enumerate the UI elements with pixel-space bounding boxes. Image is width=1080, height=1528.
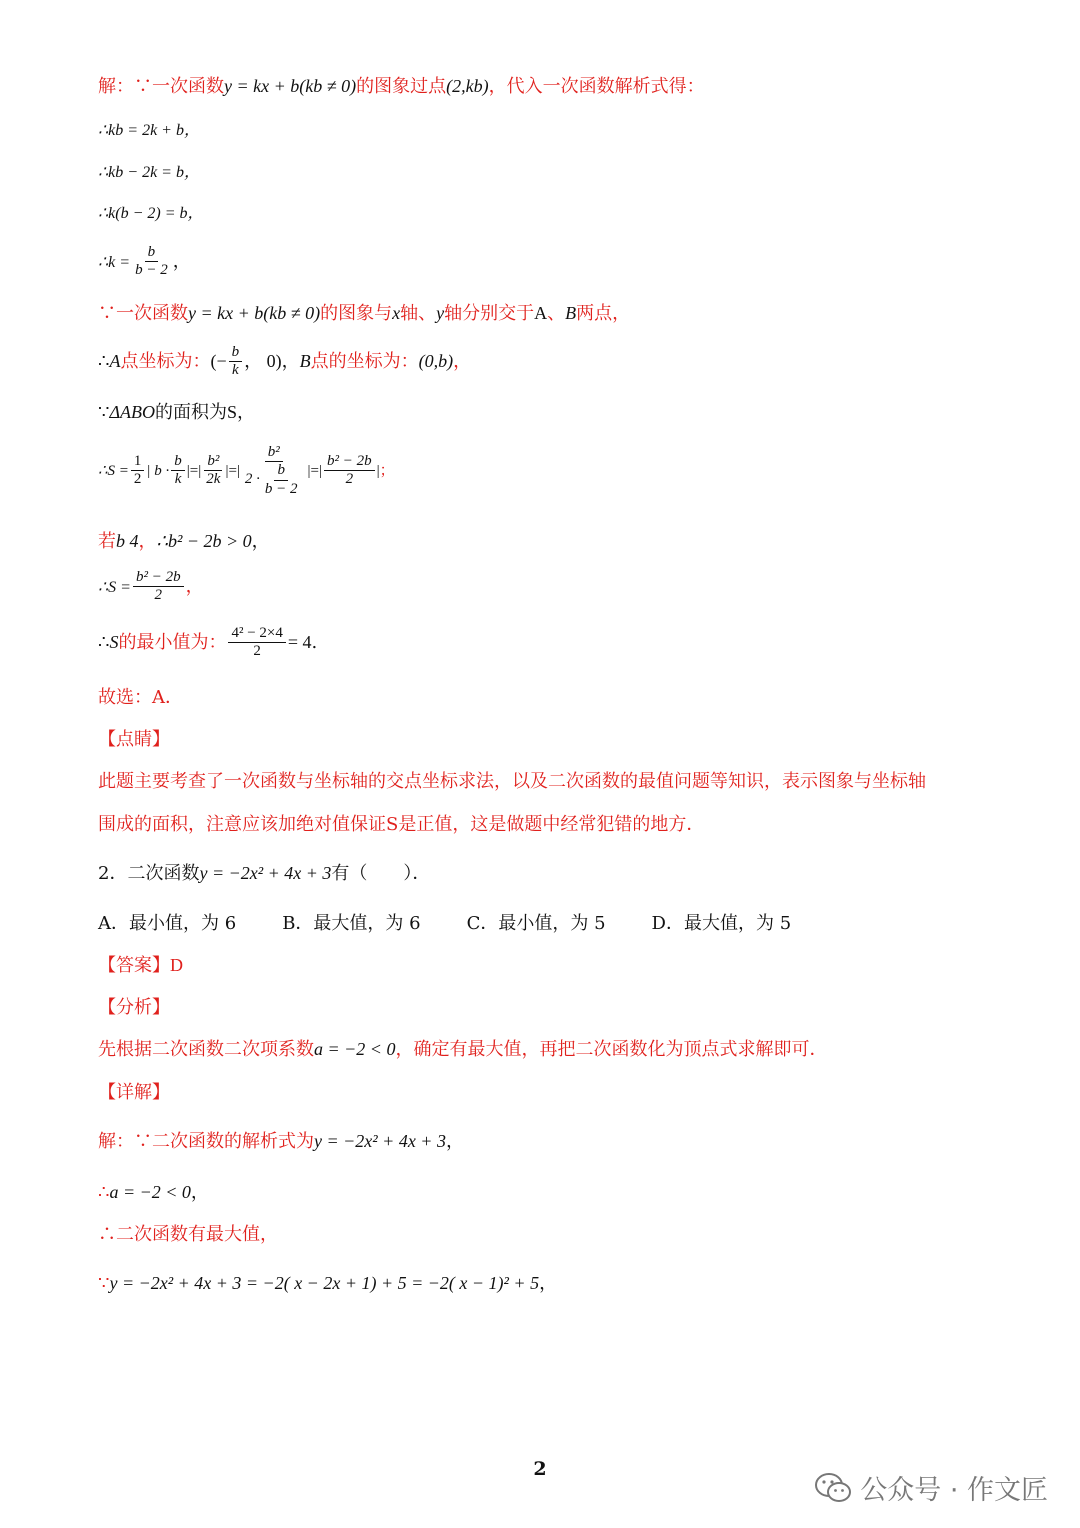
detail-line-4: ∵y = −2x² + 4x + 3 = −2( x − 2x + 1) + 5 = −2( x − 1)² + 5，: [98, 1273, 558, 1294]
watermark: [814, 1468, 1048, 1507]
detail-line-1: 解：∵二次函数的解析式为y = −2x² + 4x + 3，: [98, 1131, 464, 1152]
fraction: $\frac{\text{b²}}{2k}$: [206, 453, 221, 488]
key-point-text-1: 此题主要考查了一次函数与坐标轴的交点坐标求法，以及二次函数的最值问题等知识，表示图象与坐标轴: [98, 771, 926, 792]
option-c[interactable]: C．最小值，为 5: [466, 913, 606, 934]
fraction: $\frac{\text{4² − 2×4}}{2}$: [228, 625, 285, 661]
option-d[interactable]: D．最大值，为 5: [651, 913, 792, 934]
key-point-tag: 【点睛】: [98, 729, 170, 750]
solution-line-2: ∴kb = 2k + b，: [98, 122, 200, 139]
solution-line-4: ∴k(b − 2) = b，: [98, 205, 204, 222]
detail-line-3: ∴二次函数有最大值，: [98, 1224, 278, 1245]
question-2-options: [98, 913, 978, 935]
solution-line-11: ∴S = $\frac{\text{b² − 2b}}{2}$ ，: [98, 569, 204, 604]
fraction: $\frac{1}{2}$: [131, 453, 145, 489]
watermark-text: 公众号 · 作文匠: [860, 1475, 1048, 1506]
answer-line: 【答案】D: [98, 955, 183, 976]
question-2-stem: 2．二次函数y = −2x² + 4x + 3有（ ）．: [98, 863, 431, 884]
solution-line-6: ∵一次函数y = kx + b(kb ≠ 0)的图象与x轴、y轴分别交于A、B两点，: [98, 303, 631, 324]
analysis-text: 先根据二次函数二次项系数a = −2 < 0，确定有最大值，再把二次函数化为顶点式求解即可．: [98, 1039, 828, 1060]
solution-line-3: ∴kb − 2k = b，: [98, 164, 200, 181]
solution-line-9: ∴S = $\frac{1}{2}$ | b · $\frac{b}{k}$ |=| $\frac{\text{b²}}{2k}$ |=| b² 2 · $\frac{b}{b - 2}$ |=| $\frac{\text{b² − 2b}}{2}$ |；: [98, 444, 395, 497]
solution-line-8: ∵ΔABO的面积为S，: [98, 402, 256, 423]
solution-line-1: 解：∵一次函数y = kx + b(kb ≠ 0)的图象过点(2,kb)，代入一次函数解析式得：: [98, 76, 705, 97]
option-b[interactable]: B．最大值，为 6: [282, 913, 421, 934]
detail-line-2: ∴a = −2 < 0，: [98, 1182, 209, 1203]
page-number: 2: [533, 1458, 547, 1480]
solution-line-7: ∴A点坐标为：(− $\frac{b}{k}$ ， 0)，B点的坐标为：(0,b)，: [98, 344, 472, 379]
final-choice: 故选：A．: [98, 687, 183, 708]
solution-line-12: ∴S的最小值为： $\frac{\text{4² − 2×4}}{2}$ = 4.: [98, 625, 318, 660]
fraction: $\frac{\text{b² − 2b}}{2}$: [324, 453, 375, 489]
solution-line-5: ∴k = $\frac{b}{b - 2}$ ，: [98, 244, 191, 279]
fraction: $\frac{b}{b - 2}$: [135, 244, 168, 279]
detail-tag: 【详解】: [98, 1082, 170, 1103]
fraction: $\frac{\text{b² − 2b}}{2}$: [133, 569, 184, 605]
option-a[interactable]: A．最小值，为 6: [98, 913, 237, 934]
fraction: $\frac{b}{k}$: [229, 344, 243, 380]
nested-fraction: b² 2 · $\frac{b}{b - 2}$: [244, 444, 298, 497]
wechat-icon: [814, 1472, 852, 1504]
key-point-text-2: 围成的面积，注意应该加绝对值保证S是正值，这是做题中经常犯错的地方．: [98, 814, 705, 835]
fraction: $\frac{b}{k}$: [171, 453, 185, 489]
solution-line-10: 若b 4，∴b² − 2b > 0，: [98, 531, 270, 552]
analysis-tag: 【分析】: [98, 997, 170, 1018]
